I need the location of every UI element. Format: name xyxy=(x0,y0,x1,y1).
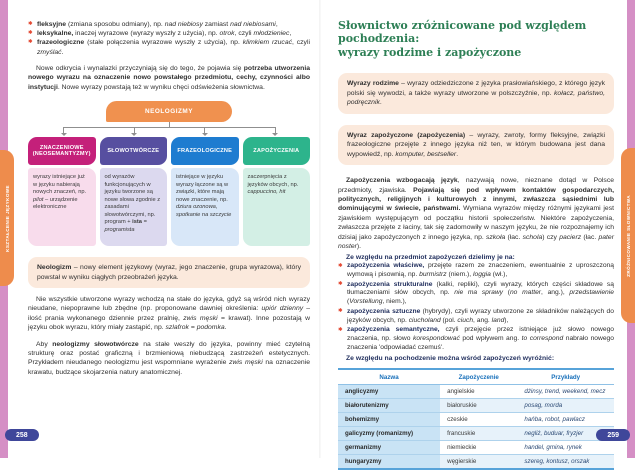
diagram-column xyxy=(243,137,311,246)
table-cell-name: anglicyzmy xyxy=(338,385,440,399)
bullet-icon: ✱ xyxy=(28,38,33,45)
table-cell-origin: węgierskie xyxy=(440,455,517,470)
bullet-icon: ✱ xyxy=(338,281,343,288)
list-item-text: zapożyczenia semantyczne, czyli przejęcie przez istniejące już słowo nowego znaczenia, np. słowo korespondować pod wpływem ang. to correspond nabrało nowego znaczenia 'odpowiadać czemuś'. xyxy=(347,326,615,351)
section-heading: Ze względu na pochodzenie można wśród zapożyczeń wyróżnić: xyxy=(346,355,555,363)
list-item xyxy=(28,20,310,29)
table-cell-origin: białoruskie xyxy=(440,399,517,413)
diagram-column xyxy=(28,137,96,246)
page-number-badge: 259 xyxy=(596,429,630,441)
arrow-down-icon xyxy=(275,127,276,133)
list-item xyxy=(28,38,310,56)
table-cell-examples: szereg, kontusz, orszak xyxy=(517,455,614,470)
intro-paragraph: Zapożyczenia wzbogacają język, nazywają nowe, nieznane dotąd w Polsce przedmioty, zjawiska. Pojawiają się pod wpływem kontaktów gospodarczych, politycznych, religijnych i kulturowych z innymi, zwłaszcza sąsiednimi lub dominującymi w świecie, państwami. Wymiana wyrazów między różnymi językami jest zjawiskiem występującym od początku historii społeczeństw. Niektóre zapożyczenia, zwłaszcza przejęte z łaciny, tak się zadomowiły w naszym języku, że nie rozpoznajemy ich dzisiaj jako zapożyczonych z innego języka, np. szkoła (łac. schola) czy pacierz (łac. pater noster). xyxy=(338,177,615,250)
table-header-row xyxy=(338,369,614,385)
definition-box-wyrazy-rodzime: Wyrazy rodzime – wyrazy odziedziczone z języka prasłowiańskiego, z którego język polski się wywodzi, a także wyrazy utworzone w polszczyźnie, np. kołacz, państwo, podręcznik. xyxy=(338,73,614,114)
page-right xyxy=(338,0,615,466)
table-row xyxy=(338,441,614,455)
table-row xyxy=(338,413,614,427)
list-item-text: fleksyjne (zmiana sposobu odmiany), np. nad niebiosy zamiast nad niebiosami, xyxy=(37,21,278,28)
table-row xyxy=(338,385,614,399)
list-item-text: frazeologiczne (stałe połączenia wyrazowe wyszły z użycia), np. klimkiem rzucać, czyli zmyślać. xyxy=(37,39,310,56)
table-cell-name: galicyzmy (romanizmy) xyxy=(338,427,440,441)
arrow-down-icon xyxy=(63,127,64,133)
neologisms-diagram xyxy=(28,101,310,246)
table-header-cell: Nazwa xyxy=(338,369,440,385)
diagram-node-description: od wyrazów funkcjonujących w języku tworzone są nowe słowa zgodnie z zasadami słowotwórczymi, np. program + ista = programista xyxy=(100,168,168,246)
page-left xyxy=(28,0,310,458)
loanwords-table xyxy=(338,368,614,470)
bullet-list xyxy=(28,20,310,57)
bullet-icon: ✱ xyxy=(28,20,33,27)
diagram-node-header: ZNACZENIOWE (NEOSEMANTYZMY) xyxy=(28,137,96,165)
intro-paragraph: Nowe odkrycia i wynalazki przyczyniają się do tego, że pojawia się potrzeba utworzenia nowego wyrazu na oznaczenie nowo powstałego przedmiotu, cechy, czynności albo instytucji. Nowe wyrazy powstają też w wyniku chęci odświeżenia słownictwa. xyxy=(28,64,310,91)
list-item xyxy=(338,308,614,325)
diagram-column xyxy=(171,137,239,246)
bullet-icon: ✱ xyxy=(28,29,33,36)
definition-box-neologizm: Neologizm – nowy element językowy (wyraz, jego znaczenie, grupa wyrazowa), który powstał w wyniku ciągłych przeobrażeń języka. xyxy=(28,257,310,288)
left-chapter-tab-label: KSZTAŁCENIE JĘZYKOWE xyxy=(4,184,10,252)
table-header-cell: Zapożyczenie xyxy=(440,369,517,385)
diagram-node-header: FRAZEOLOGICZNE xyxy=(171,137,239,165)
right-chapter-tab xyxy=(621,148,635,323)
table-row xyxy=(338,427,614,441)
list-item-text: zapożyczenia właściwe, przejęte razem ze znaczeniem, ewentualnie z uproszczoną wymową i pisownią, np. burmistrz (niem.), loggia (wł.), xyxy=(347,262,614,279)
diagram-connector xyxy=(28,122,310,137)
table-header-cell: Przykłady xyxy=(517,369,614,385)
table-cell-examples: dżinsy, trend, weekend, mecz xyxy=(517,385,614,399)
left-chapter-tab xyxy=(0,150,14,286)
list-item-text: leksykalne, inaczej wyrazowe (wyrazy wyszły z użycia), np. otrok, czyli młodzieniec, xyxy=(37,30,292,38)
table-row xyxy=(338,455,614,470)
arrow-down-icon xyxy=(134,127,135,133)
table-cell-origin: czeskie xyxy=(440,413,517,427)
page-title-line: Słownictwo zróżnicowane pod względem xyxy=(338,19,587,32)
table-cell-examples: negliż, buduar, fryzjer xyxy=(517,427,614,441)
body-paragraph: Nie wszystkie utworzone wyrazy wchodzą na stałe do języka, gdyż są wśród nich wyrazy nieudane, niepoprawne lub zbędne (np. proponowane dawniej określenia: upiór dzienny – ilość prania wykonanego dziennie przez pralnię, zwis męski = krawat). Inne pozostają w języku obok wyrazu, który miały zastąpić, np. szlafrok = podomka. xyxy=(28,296,310,332)
page-title xyxy=(338,19,614,59)
page-title-line: wyrazy rodzime i zapożyczone xyxy=(338,45,522,59)
diagram-column xyxy=(100,137,168,246)
table-cell-examples: handel, gmina, rynek xyxy=(517,441,614,455)
book-spine-divider xyxy=(319,0,321,458)
diagram-columns xyxy=(28,137,310,246)
list-item xyxy=(338,281,614,307)
list-item xyxy=(338,262,614,279)
diagram-node-description: wyrazy istniejące już w języku nabierają nowych znaczeń, np. pilot – urządzenie elektroniczne xyxy=(28,168,96,246)
list-item-text: zapożyczenia strukturalne (kalki, repliki), czyli wyrazy, których części składowe są tłumaczeniami słów obcych, np. nie ma sprawy (no matter, ang.), przedstawienie (Vorstellung, niem.), xyxy=(347,280,614,306)
table-cell-name: hungaryzmy xyxy=(338,455,440,470)
diagram-node-description: zaczerpnięcia z języków obcych, np. cappuccino, hit xyxy=(243,168,311,246)
table-cell-name: germanizmy xyxy=(338,441,440,455)
list-item xyxy=(338,326,614,352)
table-cell-name: bohemizmy xyxy=(338,413,440,427)
list-item xyxy=(28,29,310,38)
diagram-node-description: istniejące w języku wyrazy łączone są w związki, które mają nowe znaczenie, np. dziura ozonowa, spotkanie na szczycie xyxy=(171,168,239,246)
arrow-down-icon xyxy=(204,127,205,133)
list-item-text: zapożyczenia sztuczne (hybrydy), czyli wyrazy utworzone ze składników należących do języków obcych, np. ciucholand (pol. ciuch, ang. land), xyxy=(347,307,614,324)
table-cell-examples: hańba, robot, pawlacz xyxy=(517,413,614,427)
diagram-node-header: ZAPOŻYCZENIA xyxy=(243,137,311,165)
bullet-icon: ✱ xyxy=(338,326,343,333)
diagram-node-header: SŁOWOTWÓRCZE xyxy=(100,137,168,165)
table-cell-origin: angielskie xyxy=(440,385,517,399)
bullet-list xyxy=(338,262,614,352)
table-cell-examples: posag, morda xyxy=(517,399,614,413)
table-cell-name: białorutenizmy xyxy=(338,399,440,413)
table-cell-origin: niemieckie xyxy=(440,441,517,455)
definition-box-wyrazy-zapozyczone: Wyraz zapożyczone (zapożyczenia) – wyrazy, zwroty, formy fleksyjne, związki frazeologiczne przejęte z innego języka niż ten, w którym budowana jest dana wypowiedź, np. komputer, bestseller. xyxy=(338,125,614,166)
page-number-badge: 258 xyxy=(5,429,39,441)
connector-line xyxy=(63,127,275,128)
bullet-icon: ✱ xyxy=(338,308,343,315)
table-row xyxy=(338,399,614,413)
page-title-line: pochodzenia: xyxy=(338,32,420,46)
right-chapter-tab-label: ZRÓŻNICOWANIE SŁOWNICTWA xyxy=(625,194,631,277)
bullet-icon: ✱ xyxy=(338,262,343,269)
diagram-root-node: NEOLOGIZMY xyxy=(106,101,232,122)
table-cell-origin: francuskie xyxy=(440,427,517,441)
body-paragraph: Aby neologizmy słowotwórcze na stałe weszły do języka, powinny mieć czytelną strukturę oraz postać graficzną i brzmieniową niebudzącą zastrzeżeń estetycznych. Przykładem nieudanego neologizmu jest wspomniane wyrażenie zwis męski na oznaczenie krawatu, budzące skojarzenia natury anatomicznej. xyxy=(28,340,311,376)
section-heading: Ze względu na przedmiot zapożyczeń dzielimy je na: xyxy=(346,254,515,262)
